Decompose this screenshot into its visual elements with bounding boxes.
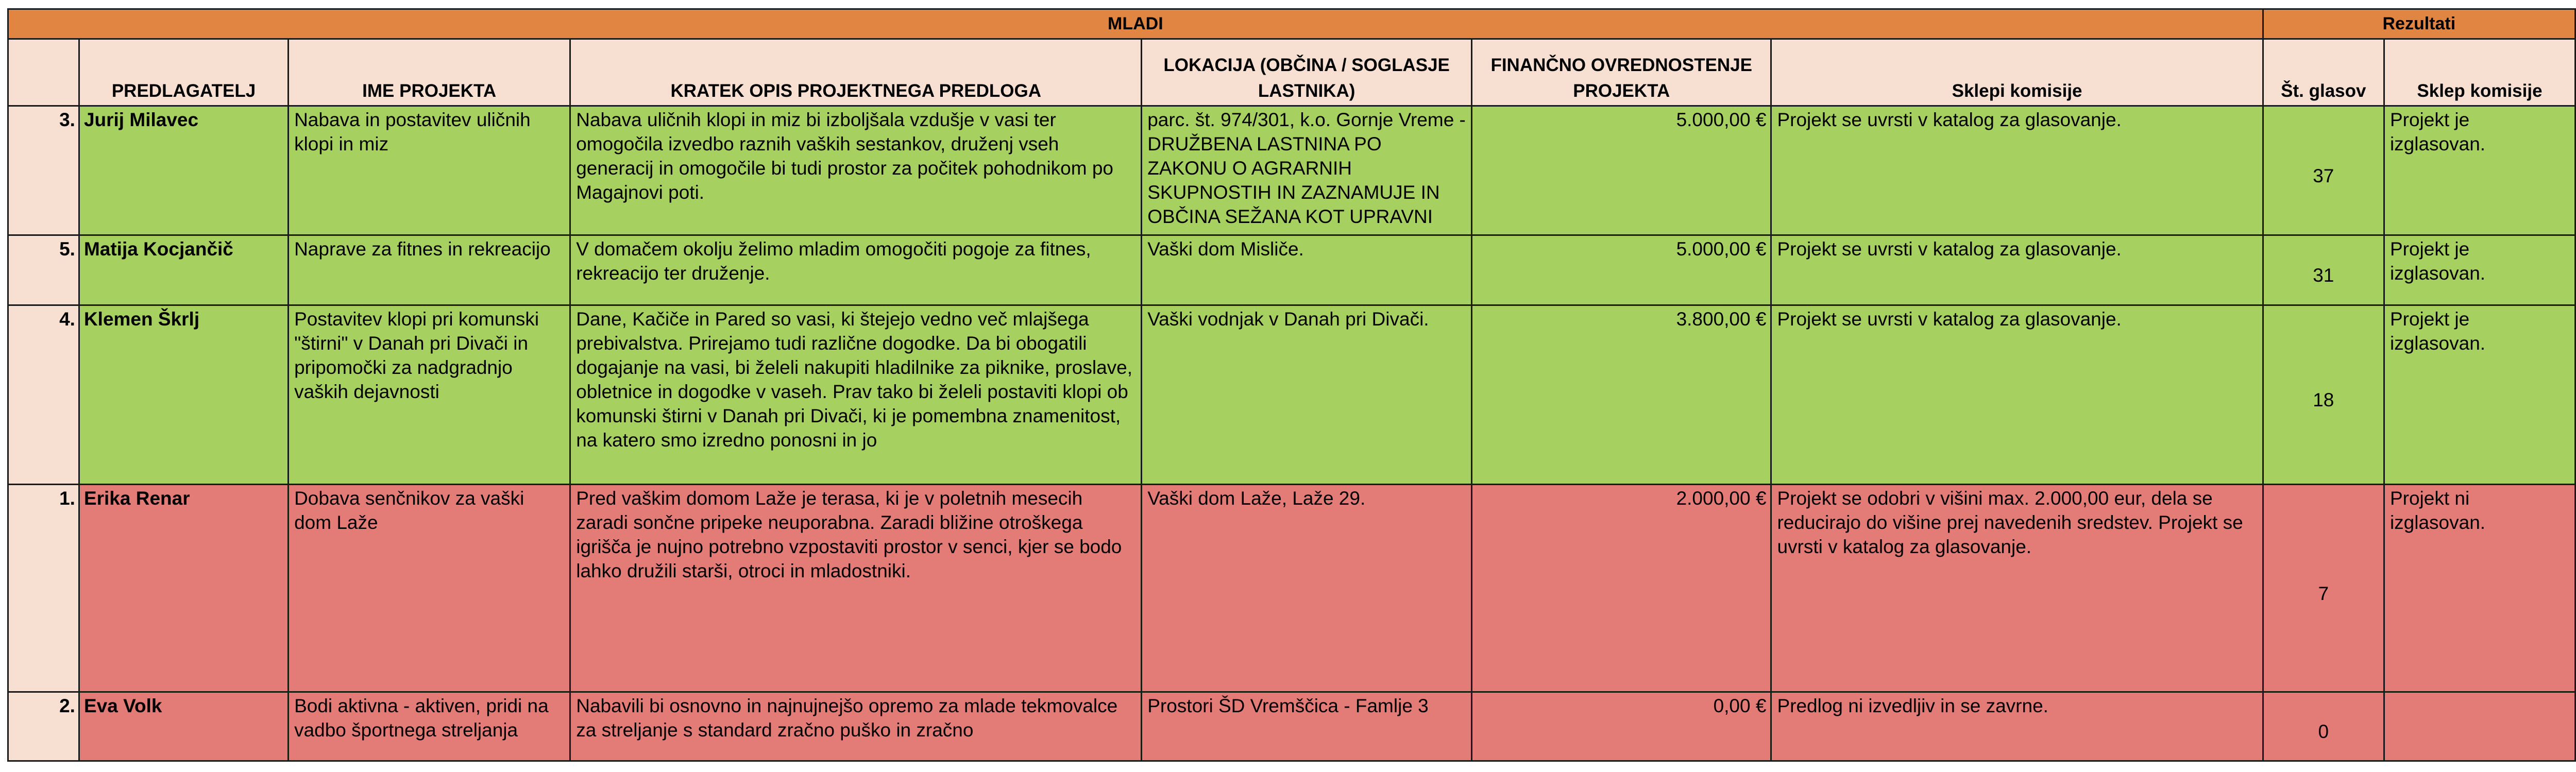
- description-cell[interactable]: [570, 692, 1142, 761]
- table-row: [8, 106, 2575, 235]
- decision-cell[interactable]: Projekt je izglasovan.: [2384, 305, 2575, 485]
- decision-cell[interactable]: Projekt je izglasovan.: [2384, 106, 2575, 235]
- location-text: Prostori ŠD Vremščica - Famlje 3: [1147, 695, 1429, 716]
- proposer-cell[interactable]: Klemen Škrlj: [79, 305, 288, 485]
- header-value[interactable]: FINANČNO OVREDNOSTENJE PROJEKTA: [1472, 39, 1771, 106]
- committee-text: Projekt se uvrsti v katalog za glasovanje.: [1777, 109, 2122, 130]
- row-number-cell[interactable]: 4.: [8, 305, 79, 485]
- project-name-cell[interactable]: [289, 106, 570, 235]
- votes-cell[interactable]: [2263, 485, 2384, 692]
- header-location[interactable]: LOKACIJA (OBČINA / SOGLASJE LASTNIKA): [1142, 39, 1472, 106]
- row-number-cell[interactable]: 5.: [8, 235, 79, 305]
- proposer-cell[interactable]: Erika Renar: [79, 485, 288, 692]
- description-text: Nabava uličnih klopi in miz bi izboljšala vzdušje v vasi ter omogočila izvedbo raznih vaških sestankov, druženj vseh generacij in omogočile bi tudi prostor za počitek pohodnikom po Magajnovi poti.: [576, 109, 1113, 203]
- project-name-cell[interactable]: [289, 692, 570, 761]
- description-text: Nabavili bi osnovno in najnujnejšo opremo za mlade tekmovalce za streljanje s standard zračno puško in zračno: [576, 695, 1118, 741]
- proposer-cell[interactable]: Eva Volk: [79, 692, 288, 761]
- table-row: [8, 485, 2575, 692]
- votes-value: 7: [2318, 582, 2329, 604]
- location-cell[interactable]: [1142, 692, 1472, 761]
- votes-cell[interactable]: [2263, 106, 2384, 235]
- committee-cell[interactable]: [1771, 235, 2263, 305]
- value-cell[interactable]: 5.000,00 €: [1472, 235, 1771, 305]
- location-cell[interactable]: [1142, 106, 1472, 235]
- committee-cell[interactable]: [1771, 485, 2263, 692]
- description-cell[interactable]: [570, 485, 1142, 692]
- project-name-text: Dobava senčnikov za vaški dom Laže: [294, 488, 524, 533]
- proposer-cell[interactable]: Jurij Milavec: [79, 106, 288, 235]
- section-title-rezultati[interactable]: Rezultati: [2263, 9, 2575, 39]
- votes-cell[interactable]: [2263, 235, 2384, 305]
- committee-cell[interactable]: [1771, 692, 2263, 761]
- value-cell[interactable]: 5.000,00 €: [1472, 106, 1771, 235]
- row-number-cell[interactable]: 2.: [8, 692, 79, 761]
- header-index-cell[interactable]: [8, 39, 79, 106]
- proposer-cell[interactable]: Matija Kocjančič: [79, 235, 288, 305]
- description-cell[interactable]: [570, 235, 1142, 305]
- description-cell[interactable]: [570, 305, 1142, 485]
- committee-cell[interactable]: [1771, 106, 2263, 235]
- row-number-cell[interactable]: 3.: [8, 106, 79, 235]
- votes-value: 37: [2313, 165, 2334, 186]
- table-row: [8, 692, 2575, 761]
- project-name-text: Nabava in postavitev uličnih klopi in miz: [294, 109, 531, 155]
- committee-text: Projekt se odobri v višini max. 2.000,00 eur, dela se reducirajo do višine prej navedenih sredstev. Projekt se uvrsti v katalog za glasovanje.: [1777, 488, 2243, 557]
- header-project-name[interactable]: IME PROJEKTA: [289, 39, 570, 106]
- committee-text: Projekt se uvrsti v katalog za glasovanje.: [1777, 308, 2122, 330]
- committee-text: Predlog ni izvedljiv in se zavrne.: [1777, 695, 2048, 716]
- location-text: Vaški vodnjak v Danah pri Divači.: [1147, 308, 1429, 330]
- decision-cell[interactable]: Projekt je izglasovan.: [2384, 235, 2575, 305]
- project-name-cell[interactable]: [289, 235, 570, 305]
- location-cell[interactable]: [1142, 235, 1472, 305]
- location-text: Vaški dom Laže, Laže 29.: [1147, 488, 1366, 509]
- project-name-text: Postavitev klopi pri komunski "štirni" v Danah pri Divači in pripomočki za nadgradnjo vaških dejavnosti: [294, 308, 539, 402]
- table-row: [8, 235, 2575, 305]
- header-description[interactable]: KRATEK OPIS PROJEKTNEGA PREDLOGA: [570, 39, 1142, 106]
- committee-text: Projekt se uvrsti v katalog za glasovanje.: [1777, 238, 2122, 260]
- votes-value: 18: [2313, 389, 2334, 410]
- votes-cell[interactable]: [2263, 305, 2384, 485]
- committee-cell[interactable]: [1771, 305, 2263, 485]
- location-cell[interactable]: [1142, 485, 1472, 692]
- location-text: parc. št. 974/301, k.o. Gornje Vreme - DRUŽBENA LASTNINA PO ZAKONU O AGRARNIH SKUPNOSTIH IN ZAZNAMUJE IN OBČINA SEŽANA KOT UPRAVNI: [1147, 109, 1466, 227]
- project-name-cell[interactable]: [289, 485, 570, 692]
- header-decision[interactable]: Sklep komisije: [2384, 39, 2575, 106]
- header-committee[interactable]: Sklepi komisije: [1771, 39, 2263, 106]
- location-text: Vaški dom Misliče.: [1147, 238, 1304, 260]
- description-text: V domačem okolju želimo mladim omogočiti pogoje za fitnes, rekreacijo ter druženje.: [576, 238, 1091, 284]
- decision-cell[interactable]: [2384, 692, 2575, 761]
- projects-table: [7, 8, 2576, 762]
- value-cell[interactable]: 0,00 €: [1472, 692, 1771, 761]
- table-row: [8, 305, 2575, 485]
- votes-cell[interactable]: [2263, 692, 2384, 761]
- project-name-cell[interactable]: [289, 305, 570, 485]
- description-text: Pred vaškim domom Laže je terasa, ki je v poletnih mesecih zaradi sončne pripeke neuporabna. Zaradi bližine otroškega igrišča je nujno potrebno vzpostaviti prostor v senci, kjer se bodo lahko družili starši, otroci in mladostniki.: [576, 488, 1122, 581]
- votes-value: 0: [2318, 721, 2329, 742]
- section-title-mladi[interactable]: MLADI: [8, 9, 2263, 39]
- header-band-row: [8, 9, 2575, 39]
- row-number-cell[interactable]: 1.: [8, 485, 79, 692]
- project-name-text: Bodi aktivna - aktiven, pridi na vadbo športnega streljanja: [294, 695, 549, 741]
- description-text: Dane, Kačiče in Pared so vasi, ki štejejo vedno več mlajšega prebivalstva. Prirejamo tudi različne dogodke. Da bi obogatili dogajanje na vasi, bi želeli nakupiti hladilnike za piknike, proslave, obletnice in dogodke v vaseh. Prav tako bi želeli postaviti klopi ob komunski štirni v Danah pri Divači, ki je pomembna znamenitost, na katero smo izredno ponosni in jo: [576, 308, 1133, 451]
- column-header-row: [8, 39, 2575, 106]
- project-name-text: Naprave za fitnes in rekreacijo: [294, 238, 551, 260]
- decision-cell[interactable]: Projekt ni izglasovan.: [2384, 485, 2575, 692]
- votes-value: 31: [2313, 265, 2334, 286]
- value-cell[interactable]: 3.800,00 €: [1472, 305, 1771, 485]
- header-votes[interactable]: Št. glasov: [2263, 39, 2384, 106]
- location-cell[interactable]: [1142, 305, 1472, 485]
- description-cell[interactable]: [570, 106, 1142, 235]
- header-proposer[interactable]: PREDLAGATELJ: [79, 39, 288, 106]
- value-cell[interactable]: 2.000,00 €: [1472, 485, 1771, 692]
